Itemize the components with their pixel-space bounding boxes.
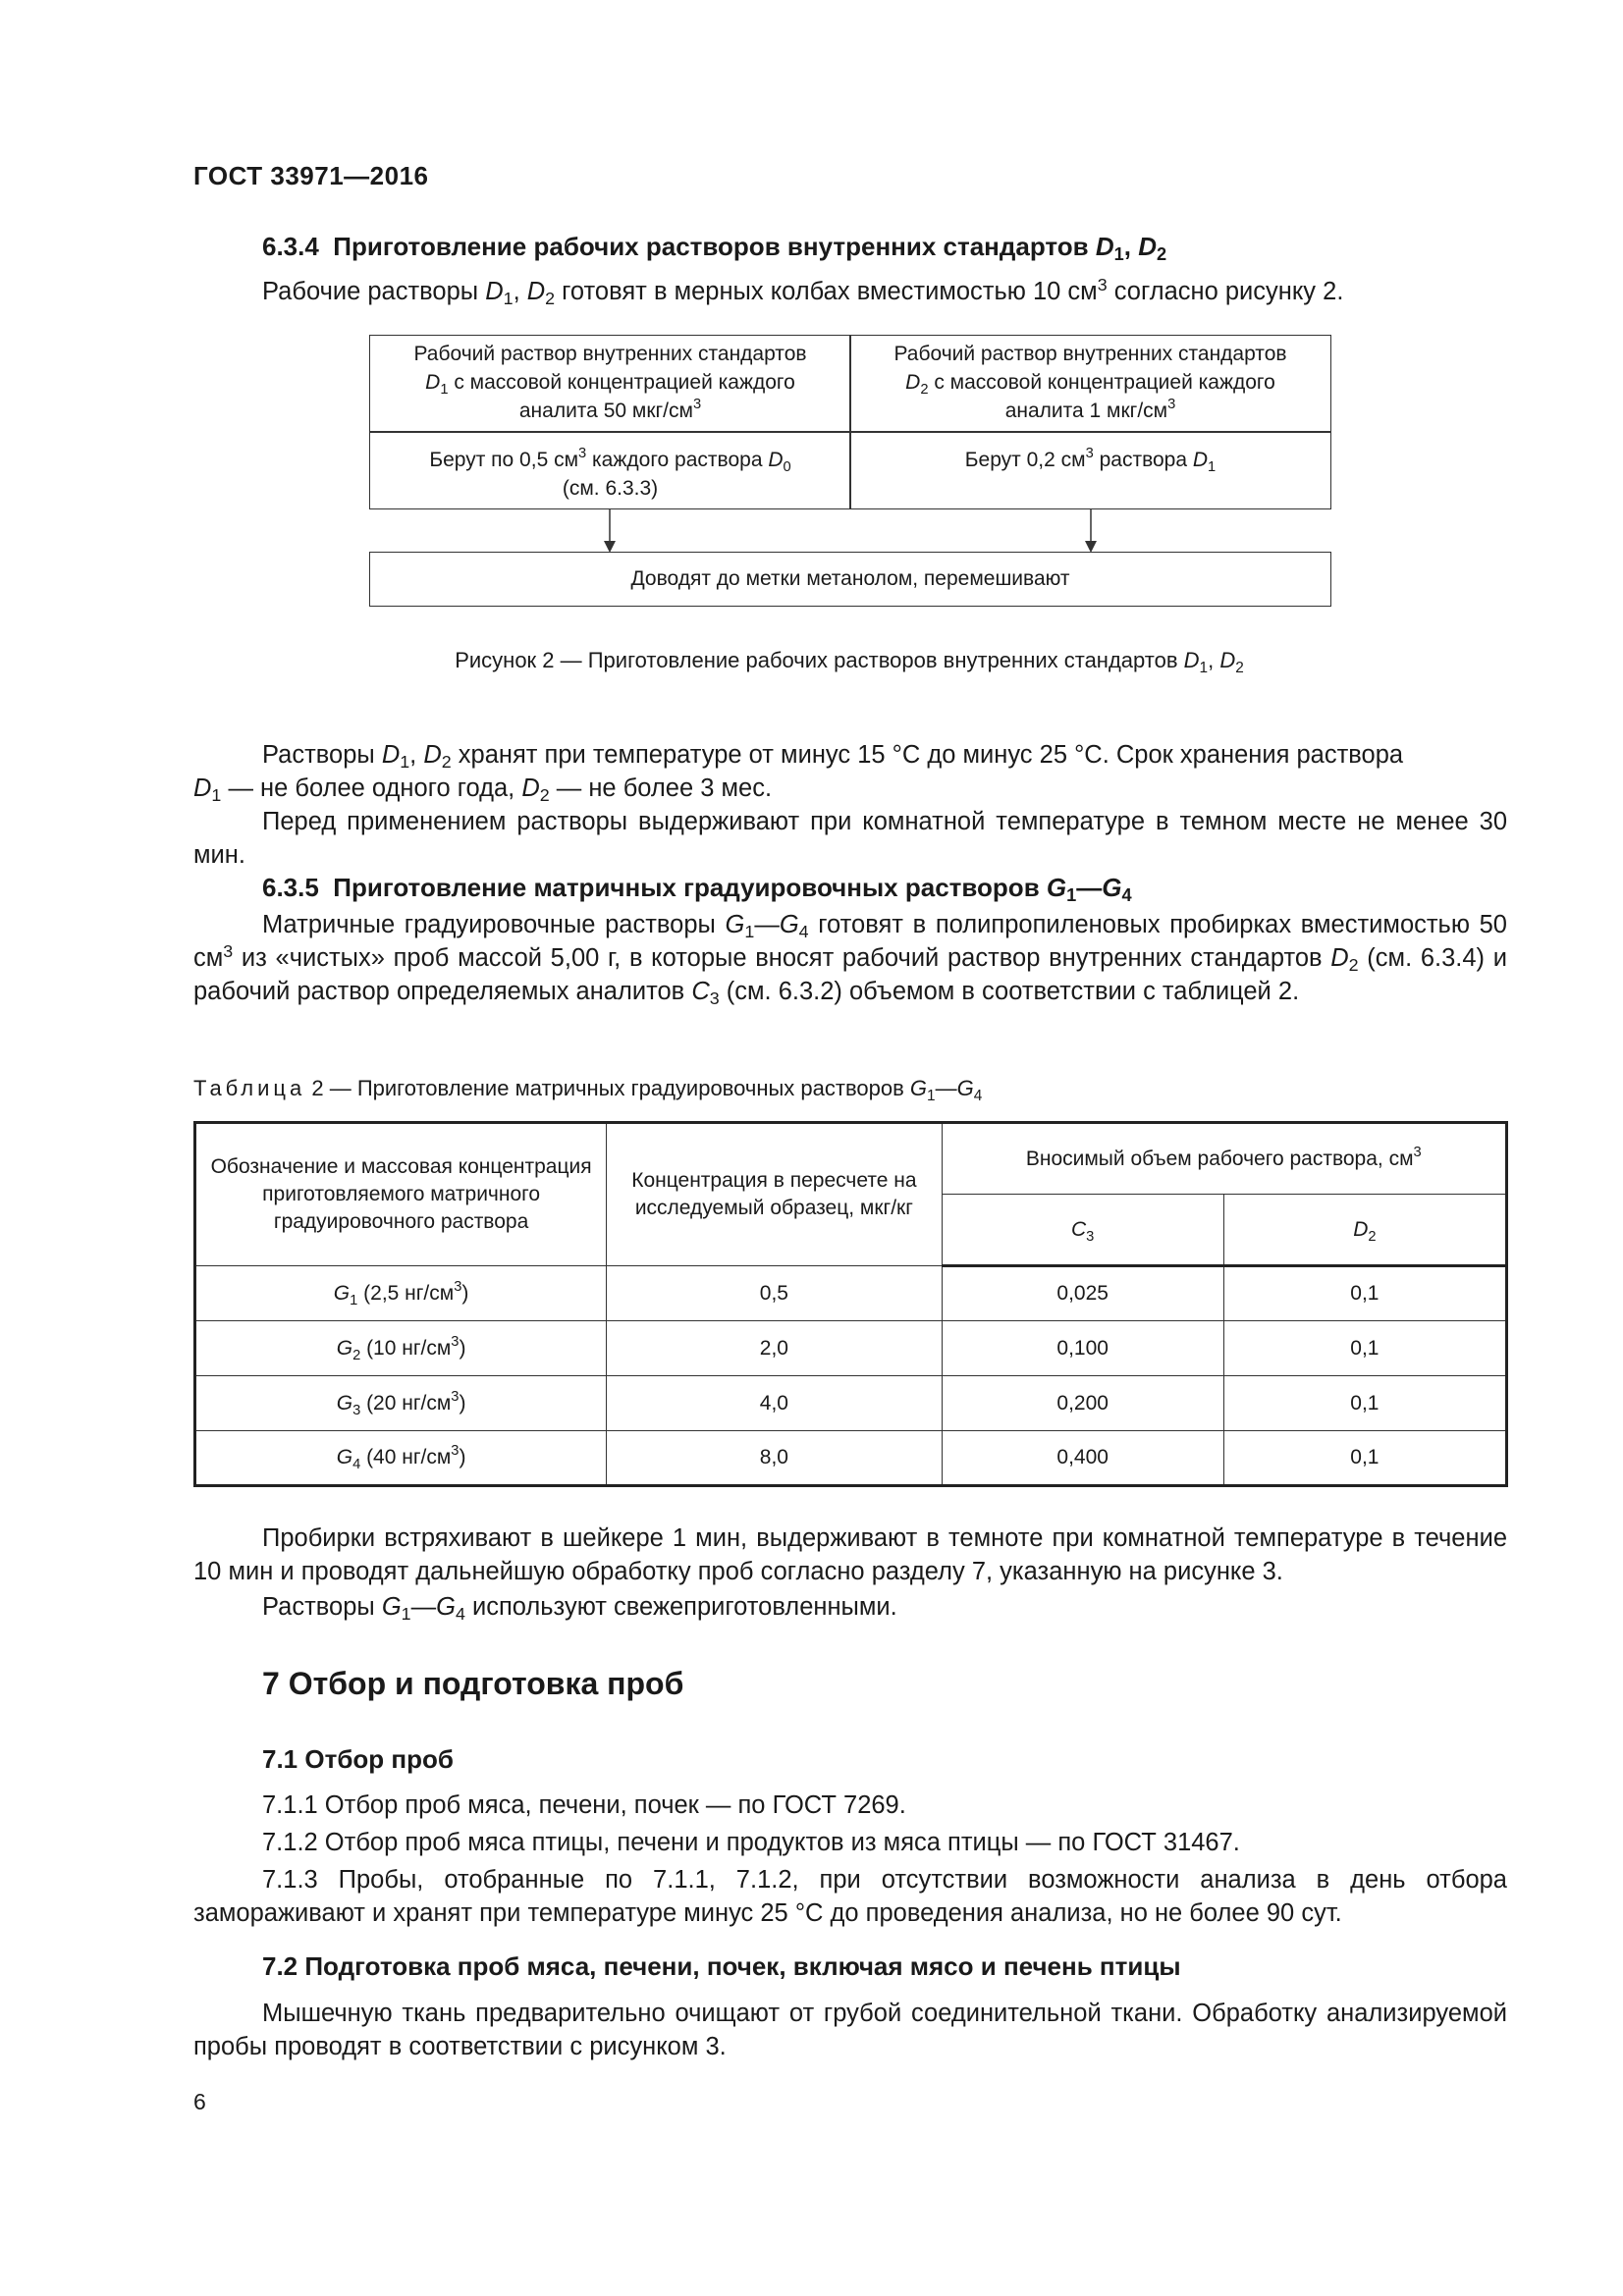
- table-row: [195, 1431, 1507, 1486]
- section-7-2-heading: 7.2 Подготовка проб мяса, печени, почек, включая мясо и печень птицы: [262, 1951, 1181, 1981]
- section-title: Приготовление рабочих растворов внутренних стандартов: [333, 232, 1096, 261]
- table-row: [195, 1376, 1507, 1431]
- table2-concentration: 4,0: [607, 1376, 942, 1431]
- table2-d2-volume: 0,1: [1223, 1321, 1506, 1376]
- section-7-1-heading: 7.1 Отбор проб: [262, 1744, 454, 1774]
- table2-col2-head: Концентрация в пересчете на исследуемый образец, мкг/кг: [607, 1123, 942, 1266]
- table2-designation: $G_1$ (2,5 $нг/см^3$): [195, 1266, 607, 1321]
- section-number: 6.3.4: [262, 232, 319, 261]
- figure2-caption: Рисунок 2 — Приготовление рабочих растворов внутренних стандартов $D_1$, $D_2$: [455, 648, 1244, 676]
- table2-designation: $G_4$ (40 $нг/см^3$): [195, 1431, 607, 1486]
- figure2-left-head: Рабочий раствор внутренних стандартов $D_1$ с массовой концентрацией каждого аналита 50 мкг/$см^3$: [369, 335, 851, 433]
- table2-designation: $G_3$ (20 $нг/см^3$): [195, 1376, 607, 1431]
- table-row: [195, 1266, 1507, 1321]
- document-number: ГОСТ 33971—2016: [193, 161, 429, 190]
- table2-c3-head: $С_3$: [942, 1195, 1223, 1266]
- table2-caption: Таблица 2 — Приготовление матричных градуировочных растворов $G_1—G_4$: [193, 1076, 983, 1104]
- table2-c3-volume: 0,400: [942, 1431, 1223, 1486]
- paragraph-7-1-3: 7.1.3 Пробы, отобранные по 7.1.1, 7.1.2, при отсутствии возможности анализа в день отбора замораживают и хранят при температуре минус 25 °С до проведения анализа, но не более 90 сут.: [193, 1866, 1507, 1927]
- paragraph-7-2: Мышечную ткань предварительно очищают от грубой соединительной ткани. Обработку анализируемой пробы проводят в соответствии с рисунком 3.: [193, 2000, 1507, 2060]
- table2-d2-head: $D_2$: [1223, 1195, 1506, 1266]
- table2-designation: $G_2$ (10 $нг/см^3$): [195, 1321, 607, 1376]
- page-number: 6: [193, 2089, 206, 2114]
- table2-col1-head: Обозначение и массовая концентрация приготовляемого матричного градуировочного раствора: [195, 1123, 607, 1266]
- section-6-3-5-paragraph: Матричные градуировочные растворы $G_1—G_4$ готовят в полипропиленовых пробирках вместимостью 50 $см^3$ из «чистых» проб массой 5,00 г, в которые вносят рабочий раствор внутренних стандартов $D_2$ (см. 6.3.4) и рабочий раствор определяемых аналитов $С_3$ (см. 6.3.2) объемом в соответствии с таблицей 2.: [193, 911, 1507, 1008]
- section-6-3-4-heading: 6.3.4 Приготовление рабочих растворов внутренних стандартов $D_1$, $D_2$: [262, 232, 1167, 264]
- table-row: [195, 1321, 1507, 1376]
- table2-concentration: 0,5: [607, 1266, 942, 1321]
- table2-concentration: 2,0: [607, 1321, 942, 1376]
- figure2-right-head: Рабочий раствор внутренних стандартов $D_2$ с массовой концентрацией каждого аналита 1 мкг/$см^3$: [849, 335, 1331, 433]
- figure2-right-step: Берут 0,2 $см^3$ раствора $D_1$: [849, 431, 1331, 509]
- table2-c3-volume: 0,025: [942, 1266, 1223, 1321]
- section-6-3-4-intro: Рабочие растворы $D_1$, $D_2$ готовят в мерных колбах вместимостью 10 $см^3$ согласно рисунку 2.: [262, 275, 1344, 308]
- paragraph-7-1-1: 7.1.1 Отбор проб мяса, печени, почек — по ГОСТ 7269.: [262, 1791, 906, 1819]
- section-6-3-5-heading: 6.3.5 Приготовление матричных градуировочных растворов $G_1—G_4$: [262, 873, 1132, 905]
- section-7-heading: 7 Отбор и подготовка проб: [262, 1666, 684, 1701]
- table2: [193, 1121, 1508, 1487]
- table2-d2-volume: 0,1: [1223, 1266, 1506, 1321]
- table2-c3-volume: 0,200: [942, 1376, 1223, 1431]
- table2-c3-volume: 0,100: [942, 1321, 1223, 1376]
- figure2-final-step: Доводят до метки метанолом, перемешивают: [369, 552, 1331, 607]
- shake-paragraph: Пробирки встряхивают в шейкере 1 мин, выдерживают в темноте при комнатной температуре в течение 10 мин и проводят дальнейшую обработку проб согласно разделу 7, указанную на рисунке 3.: [193, 1524, 1507, 1585]
- figure2-arrows: [369, 507, 1331, 555]
- fresh-paragraph: Растворы $G_1—G_4$ используют свежеприготовленными.: [262, 1593, 897, 1624]
- before-use-paragraph: Перед применением растворы выдерживают при комнатной температуре в темном месте не менее 30 мин.: [193, 808, 1507, 869]
- table2-d2-volume: 0,1: [1223, 1431, 1506, 1486]
- table2-group-head: Вносимый объем рабочего раствора, $см^3$: [942, 1123, 1506, 1195]
- table2-d2-volume: 0,1: [1223, 1376, 1506, 1431]
- table2-concentration: 8,0: [607, 1431, 942, 1486]
- figure2-left-step: Берут по 0,5 $см^3$ каждого раствора $D_0$ (см. 6.3.3): [369, 431, 851, 509]
- storage-paragraph: Растворы $D_1$, $D_2$ хранят при температуре от минус 15 °С до минус 25 °С. Срок хранения раствора $D_1$ — не более одного года, $D_2$ — не более 3 мес.: [193, 741, 1404, 805]
- paragraph-7-1-2: 7.1.2 Отбор проб мяса птицы, печени и продуктов из мяса птицы — по ГОСТ 31467.: [262, 1829, 1240, 1856]
- table2-header-row: [195, 1123, 1507, 1195]
